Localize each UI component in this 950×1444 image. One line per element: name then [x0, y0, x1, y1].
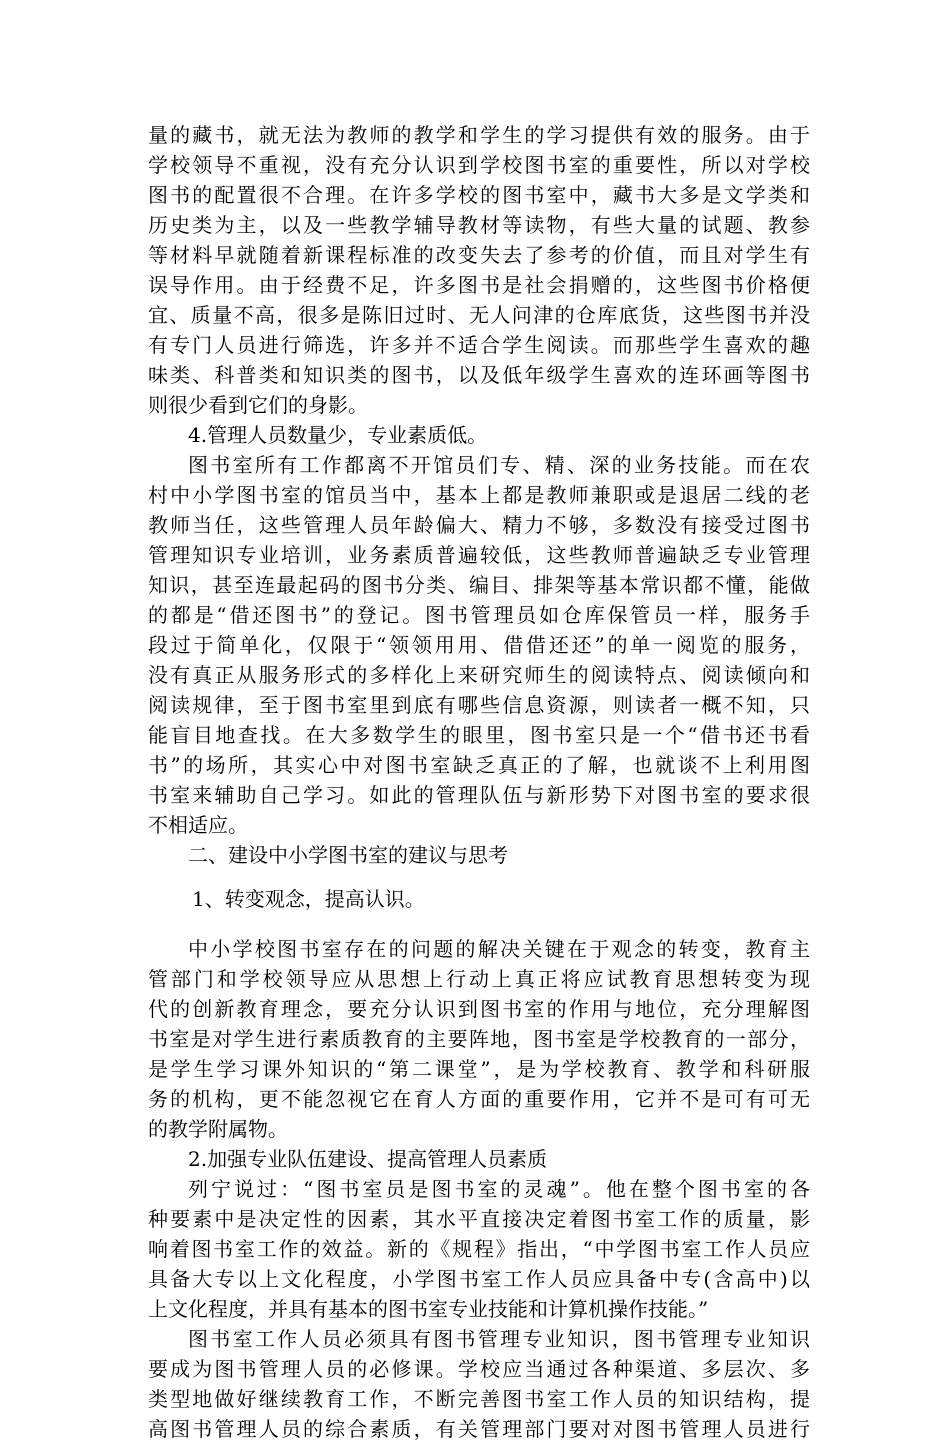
document-page [148, 120, 810, 1444]
text-line: 书室来辅助自己学习。如此的管理队伍与新形势下对图书室的要求很 [148, 783, 810, 807]
text-line: 类型地做好继续教育工作，不断完善图书室工作人员的知识结构，提 [148, 1387, 810, 1411]
text-line: 段过于简单化，仅限于“领领用用、借借还还”的单一阅览的服务， [148, 633, 810, 657]
spacer [148, 870, 810, 884]
text-line: 味类、科普类和知识类的图书，以及低年级学生喜欢的连环画等图书 [148, 363, 810, 387]
text-line: 知识，甚至连最起码的图书分类、编目、排架等基本常识都不懂，能做 [148, 573, 810, 597]
text-line: 量的藏书，就无法为教师的教学和学生的学习提供有效的服务。由于 [148, 123, 810, 147]
text-line: 的都是“借还图书”的登记。图书管理员如仓库保管员一样，服务手 [148, 603, 810, 627]
text-line: 中小学校图书室存在的问题的解决关键在于观念的转变，教育主 [188, 937, 810, 961]
text-line: 能盲目地查找。在大多数学生的眼里，图书室只是一个“借书还书看 [148, 723, 810, 747]
text-line: 误导作用。由于经费不足，许多图书是社会捐赠的，这些图书价格便 [148, 273, 810, 297]
text-line: 图书室工作人员必须具有图书管理专业知识，图书管理专业知识 [188, 1327, 810, 1351]
text-line: 学校领导不重视，没有充分认识到学校图书室的重要性，所以对学校 [148, 153, 810, 177]
text-line: 书”的场所，其实心中对图书室缺乏真正的了解，也就谈不上利用图 [148, 753, 810, 777]
text-line: 上文化程度，并具有基本的图书室专业技能和计算机操作技能。” [148, 1297, 709, 1321]
text-line: 图书的配置很不合理。在许多学校的图书室中，藏书大多是文学类和 [148, 183, 810, 207]
section-heading: 二、建设中小学图书室的建议与思考 [188, 843, 508, 867]
text-line: 管理知识专业培训，业务素质普遍较低，这些教师普遍缺乏专业管理 [148, 543, 810, 567]
text-line: 则很少看到它们的身影。 [148, 393, 368, 417]
text-line: 图书室所有工作都离不开馆员们专、精、深的业务技能。而在农 [188, 453, 810, 477]
text-line: 不相适应。 [148, 813, 248, 837]
text-line: 教师当任，这些管理人员年龄偏大、精力不够，多数没有接受过图书 [148, 513, 810, 537]
subsection-heading: 1、转变观念，提高认识。 [192, 887, 425, 911]
text-line: 具备大专以上文化程度，小学图书室工作人员应具备中专(含高中)以 [148, 1267, 810, 1291]
text-line: 等材料早就随着新课程标准的改变失去了参考的价值，而且对学生有 [148, 243, 810, 267]
text-line: 是学生学习课外知识的“第二课堂”，是为学校教育、教学和科研服 [148, 1057, 810, 1081]
subsection-heading: 2.加强专业队伍建设、提高管理人员素质 [188, 1147, 548, 1171]
text-line: 村中小学图书室的馆员当中，基本上都是教师兼职或是退居二线的老 [148, 483, 810, 507]
spacer [148, 914, 810, 934]
text-line: 响着图书室工作的效益。新的《规程》指出，“中学图书室工作人员应 [148, 1237, 810, 1261]
text-line: 种要素中是决定性的因素，其水平直接决定着图书室工作的质量，影 [148, 1207, 810, 1231]
text-line: 管部门和学校领导应从思想上行动上真正将应试教育思想转变为现 [148, 967, 810, 991]
text-line: 要成为图书管理人员的必修课。学校应当通过各种渠道、多层次、多 [148, 1357, 810, 1381]
text-line: 的教学附属物。 [148, 1117, 288, 1141]
text-line: 阅读规律，至于图书室里到底有哪些信息资源，则读者一概不知，只 [148, 693, 810, 717]
text-line: 没有真正从服务形式的多样化上来研究师生的阅读特点、阅读倾向和 [148, 663, 810, 687]
text-line: 历史类为主，以及一些教学辅导教材等读物，有些大量的试题、教参 [148, 213, 810, 237]
text-line: 高图书管理人员的综合素质，有关管理部门要对对图书管理人员进行 [148, 1417, 810, 1441]
text-line: 列宁说过：“图书室员是图书室的灵魂”。他在整个图书室的各 [188, 1177, 810, 1201]
text-line: 务的机构，更不能忽视它在育人方面的重要作用，它并不是可有可无 [148, 1087, 810, 1111]
text-line: 代的创新教育理念，要充分认识到图书室的作用与地位，充分理解图 [148, 997, 810, 1021]
section-heading: 4.管理人员数量少，专业素质低。 [188, 423, 488, 447]
text-line: 书室是对学生进行素质教育的主要阵地，图书室是学校教育的一部分， [148, 1027, 810, 1051]
text-line: 宜、质量不高，很多是陈旧过时、无人问津的仓库底货，这些图书并没 [148, 303, 810, 327]
text-line: 有专门人员进行筛选，许多并不适合学生阅读。而那些学生喜欢的趣 [148, 333, 810, 357]
